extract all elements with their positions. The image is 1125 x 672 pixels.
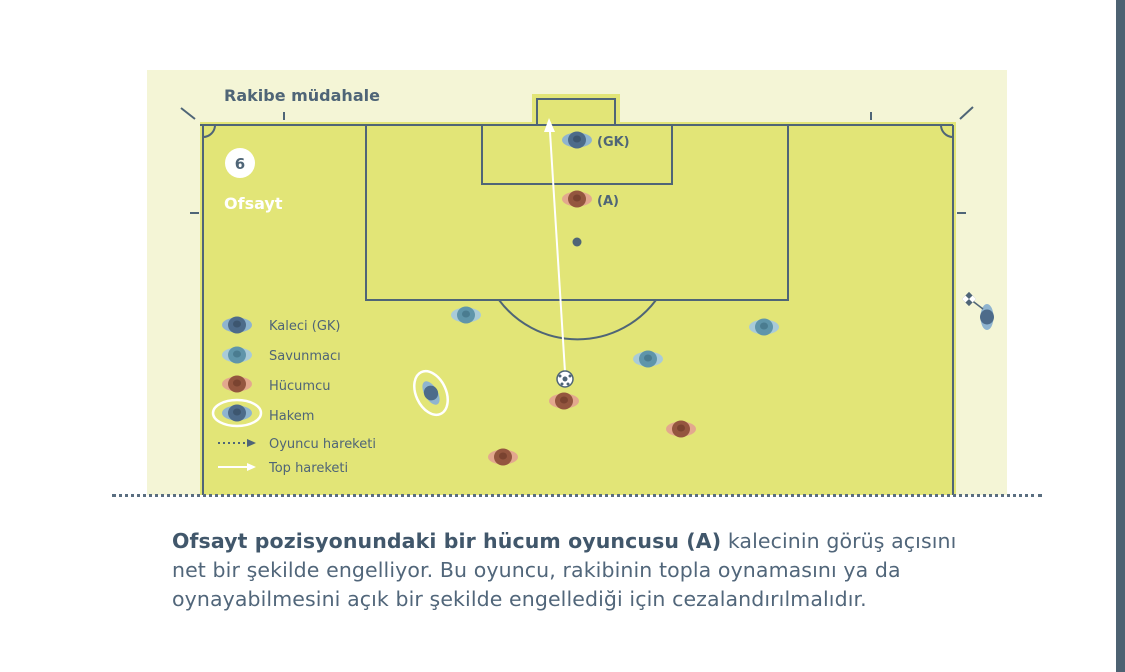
legend-label: Hücumcu (269, 379, 331, 394)
legend-label: Savunmacı (269, 349, 341, 364)
right-edge-bar (1116, 0, 1125, 672)
caption-line-3: oynayabilmesini açık bir şekilde engellediği için cezalandırılmalıdır. (172, 587, 867, 611)
caption-line-2: net bir şekilde engelliyor. Bu oyuncu, rakibinin topla oynamasını ya da (172, 558, 901, 582)
ball-icon (557, 371, 573, 387)
badge-number: 6 (234, 155, 246, 173)
caption-bold: Ofsayt pozisyonundaki bir hücum oyuncusu (A) (172, 529, 722, 553)
attacker-a-label: (A) (597, 194, 619, 209)
diagram-title: Rakibe müdahale (224, 86, 380, 105)
legend-label: Kaleci (GK) (269, 319, 341, 334)
legend-label: Hakem (269, 409, 315, 424)
caption-line-1-rest: kalecinin görüş açısını (721, 529, 957, 553)
caption-line-1 (172, 527, 1022, 556)
caption (172, 527, 1022, 614)
dotted-divider (112, 494, 1042, 497)
diagram-subtitle: Ofsayt (224, 194, 283, 213)
legend-label: Top hareketi (269, 461, 349, 476)
penalty-spot (573, 238, 582, 247)
goalkeeper-label: (GK) (597, 135, 630, 150)
legend-label: Oyuncu hareketi (269, 437, 376, 452)
